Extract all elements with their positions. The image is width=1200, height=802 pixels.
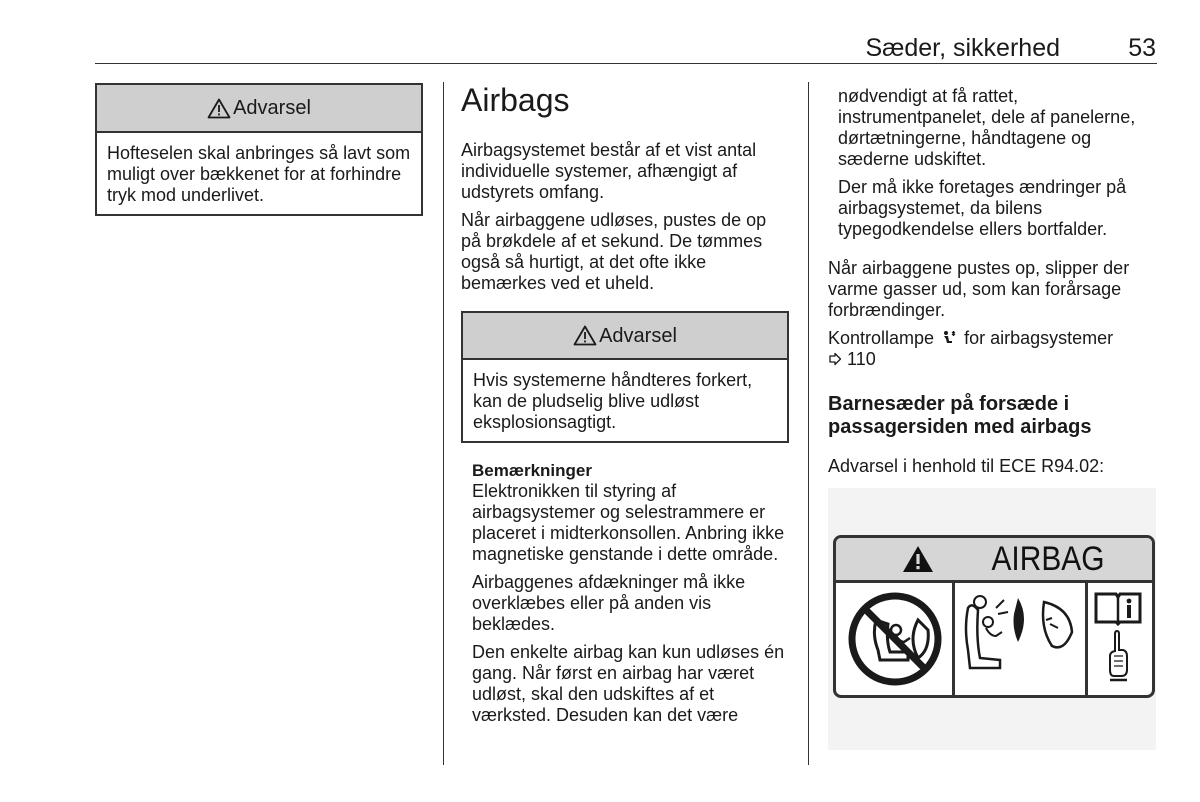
note-paragraph: Airbaggenes afdækninger må ikke overklæbes eller på anden vis beklædes. — [472, 572, 746, 634]
label-separator — [952, 583, 955, 695]
warning-triangle-icon — [207, 98, 231, 119]
running-header-title: Sæder, sikkerhed — [865, 34, 1060, 62]
warning-title: Advarsel — [233, 97, 311, 119]
warning-header — [463, 313, 787, 360]
column-divider-right — [808, 82, 809, 765]
header-rule — [95, 63, 1157, 64]
lamp-reference — [828, 328, 1158, 370]
warning-triangle-icon — [573, 325, 597, 346]
warning-box-explosive — [461, 311, 789, 443]
no-rear-facing-child-seat-icon — [846, 590, 944, 688]
paragraph: Når airbaggene udløses, pustes de op på brøkdele af et sekund. De tømmes også så hurtigt, at det ofte ikke bemærkes ved et uheld. — [461, 210, 767, 293]
note-paragraph: nødvendigt at få rattet, instrumentpanelet, dele af panelerne, dørtætningerne, håndtagene og sæderne udskiftet. — [838, 86, 1136, 169]
paragraph: Når airbaggene pustes op, slipper der varme gasser ud, som kan forårsage forbrændinger. — [828, 258, 1130, 320]
lamp-reference-text: Kontrollampe — [828, 328, 935, 348]
subheading-child-seats: Barnesæder på forsæde i passagersiden med airbags — [828, 393, 1092, 438]
warning-triangle-icon — [902, 545, 934, 573]
page-reference: 110 — [847, 349, 876, 369]
note-title: Bemærkninger — [472, 461, 592, 480]
column-divider-left — [443, 82, 444, 765]
label-title: AIRBAG — [991, 540, 1105, 578]
note-paragraph: Der må ikke foretages ændringer på airbagsystemet, da bilens typegodkendelse ellers bortfalder. — [838, 177, 1127, 239]
note-block — [472, 461, 790, 733]
read-manual-icon — [1093, 590, 1143, 626]
airbag-warning-label — [833, 535, 1155, 698]
page-number: 53 — [1128, 34, 1156, 62]
warning-box-hip-belt — [95, 83, 423, 216]
warning-header — [97, 85, 421, 133]
airbags-intro-text — [461, 140, 791, 301]
section-title-airbags: Airbags — [461, 82, 570, 118]
note-continued — [838, 86, 1156, 247]
warning-text: Hofteselen skal anbringes så lavt som muligt over bækkenet for at forhindre tryk mod underlivet. — [107, 143, 411, 205]
warning-title: Advarsel — [599, 324, 677, 347]
label-separator — [1085, 583, 1088, 695]
child-seat-airbag-impact-icon — [960, 588, 1080, 688]
warning-text: Hvis systemerne håndteres forkert, kan de pludselig blive udløst eksplosionsagtigt. — [473, 370, 753, 432]
label-header — [836, 538, 1152, 583]
page-reference-arrow-icon — [828, 352, 842, 366]
ece-warning-text: Advarsel i henhold til ECE R94.02: — [828, 456, 1105, 476]
note-paragraph: Den enkelte airbag kan kun udløses én gang. Når først en airbag har været udløst, skal den udskiftes af et værksted. Desuden kan det være — [472, 642, 785, 725]
airbag-warning-lamp-icon — [941, 330, 957, 346]
hand-icon — [1106, 630, 1132, 682]
right-body-text — [828, 258, 1158, 377]
note-paragraph: Elektronikken til styring af airbagsystemer og selestrammere er placeret i midterkonsollen. Anbring ikke magnetiske genstande i dette område. — [472, 481, 785, 564]
lamp-reference-suffix: for airbagsystemer — [964, 328, 1114, 348]
paragraph: Airbagsystemet består af et vist antal individuelle systemer, afhængigt af udstyrets omfang. — [461, 140, 757, 202]
